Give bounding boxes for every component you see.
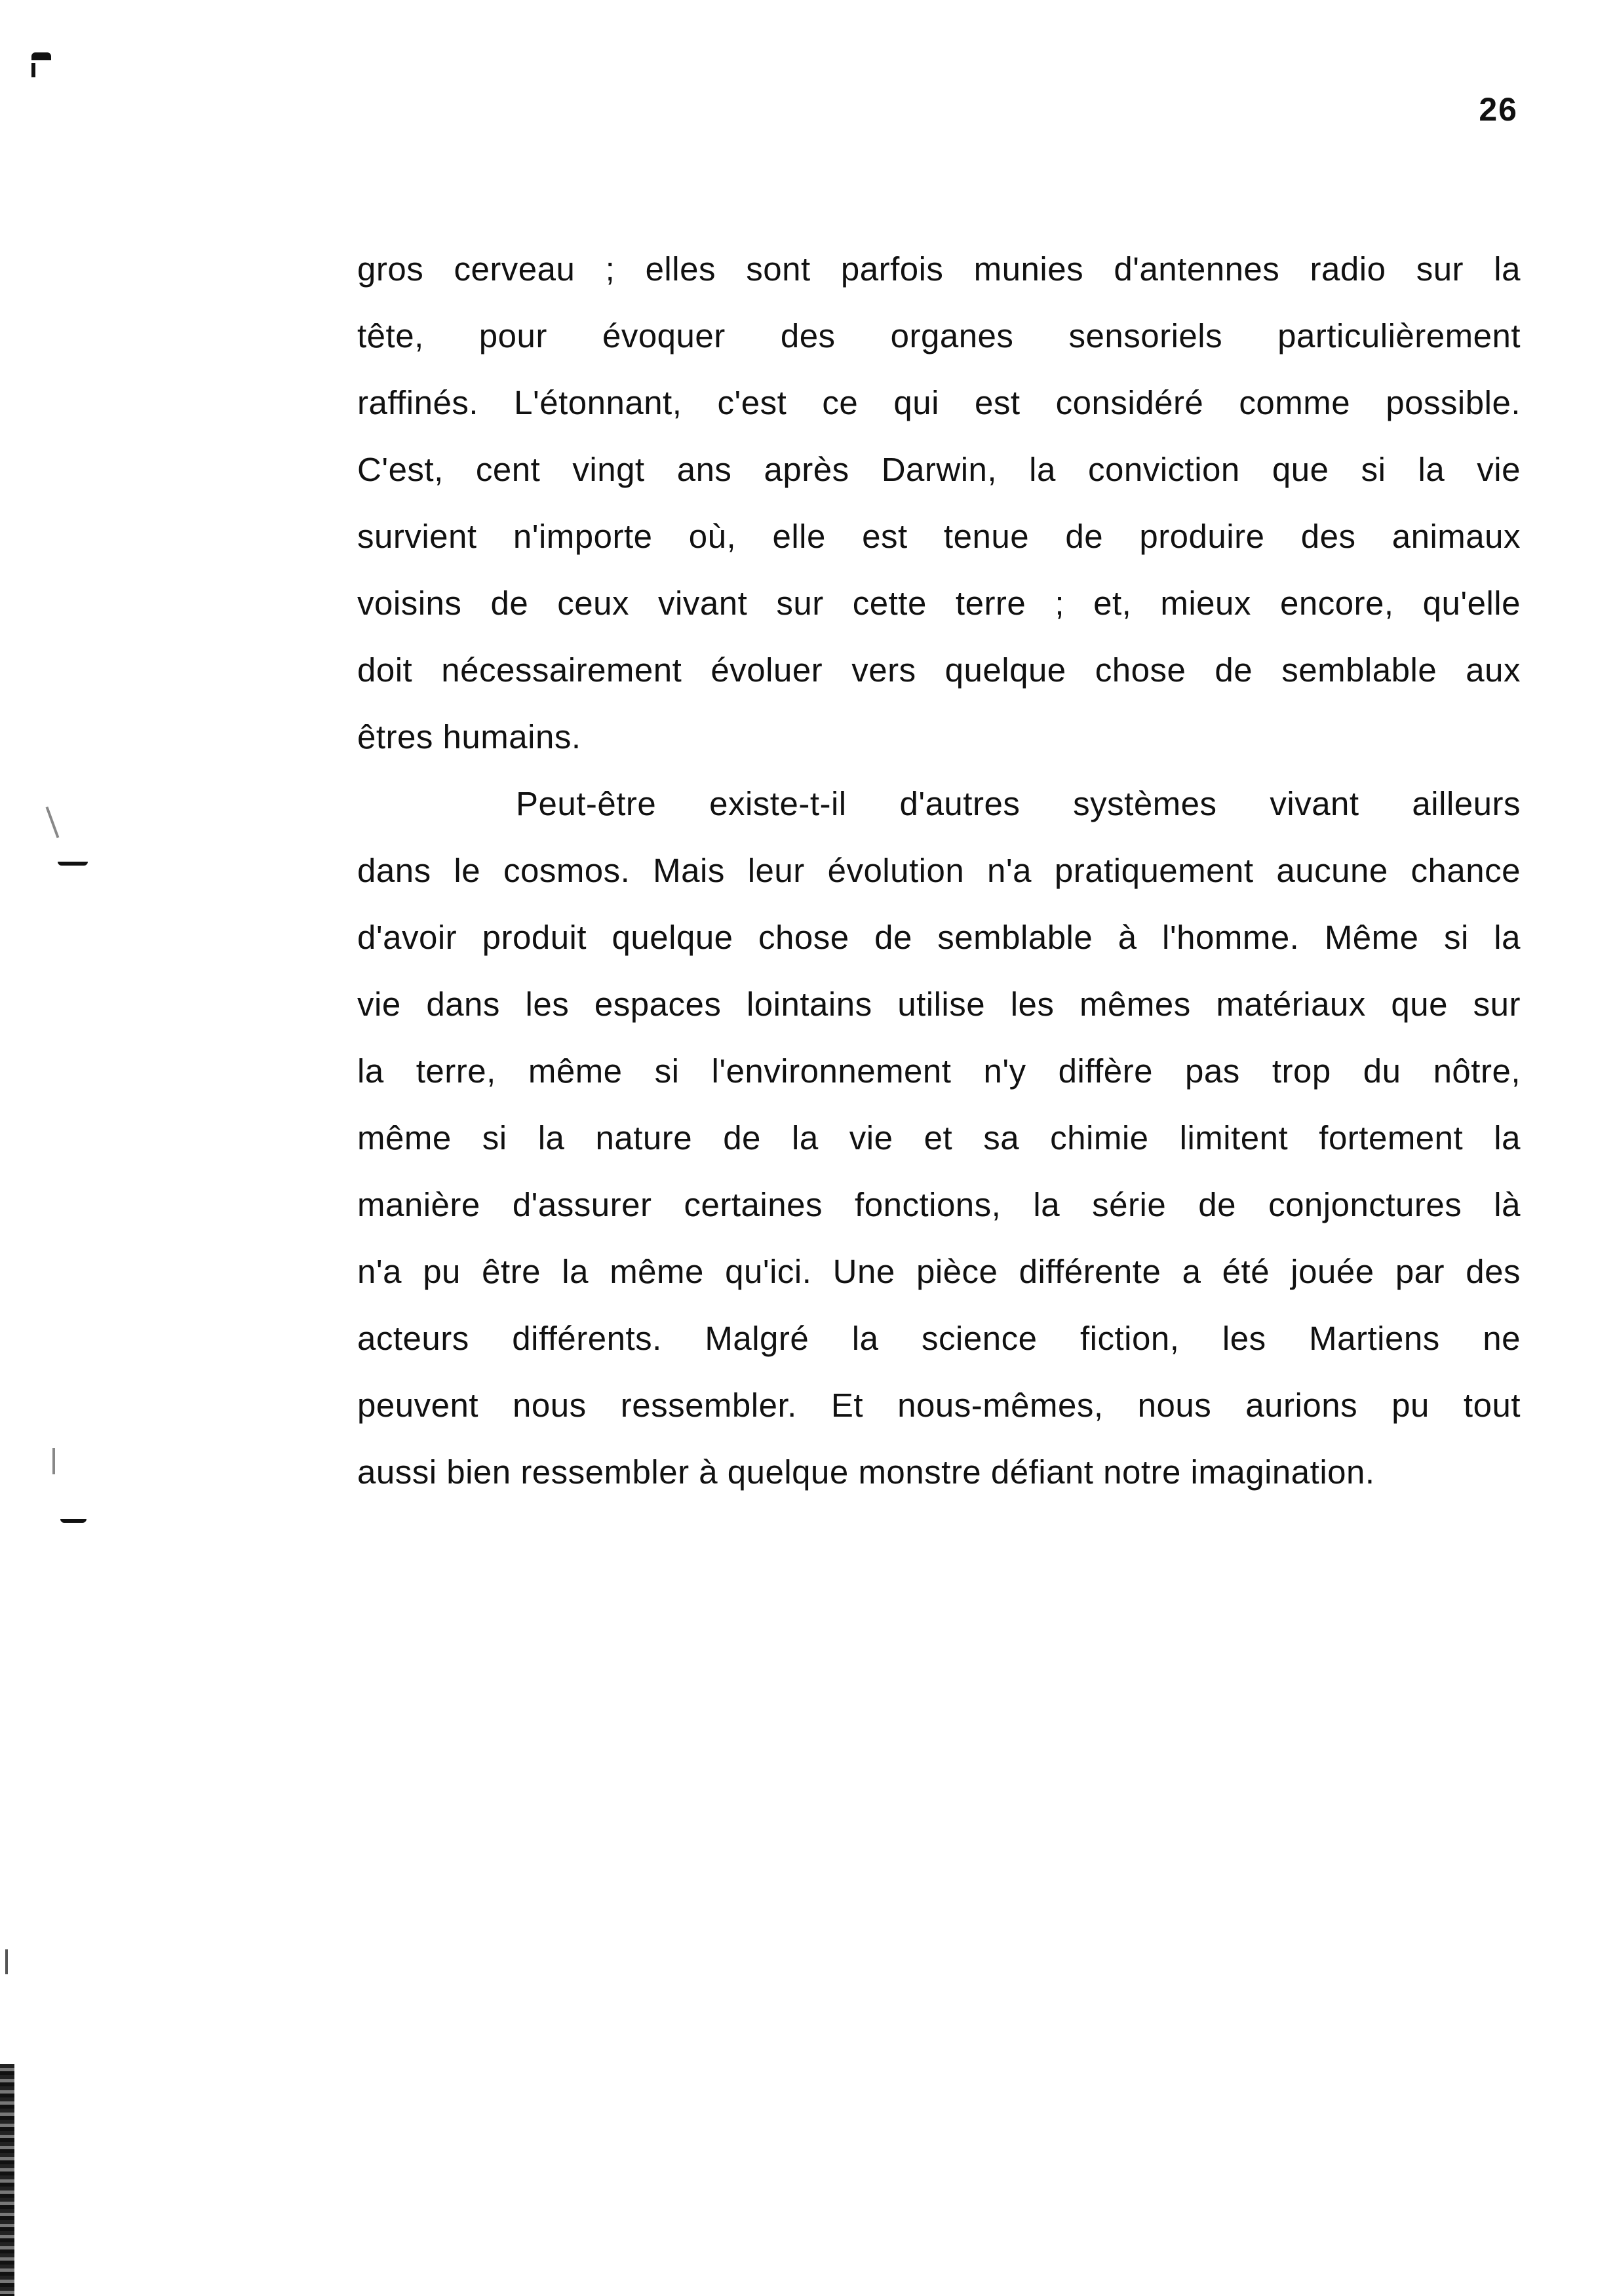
text-line: êtres humains.: [357, 718, 581, 756]
scan-artifact: [58, 862, 88, 866]
scan-artifact: [46, 807, 60, 838]
scan-artifact: [31, 63, 35, 77]
text-line: aussi bien ressembler à quelque monstre défiant notre imagination.: [357, 1453, 1375, 1491]
scan-artifact: [60, 1519, 87, 1523]
body-text: [357, 236, 1521, 1506]
text-line: Peut-être existe-t-il d'autres systèmes vivant ailleurs: [516, 785, 1521, 822]
page-number: 26: [1479, 91, 1518, 128]
scan-edge-artifact: [0, 2064, 14, 2296]
scan-artifact: [52, 1448, 55, 1474]
text-line: d'avoir produit quelque chose de semblable à l'homme. Même si la: [357, 919, 1521, 956]
paragraph: [357, 771, 1521, 1506]
text-line: même si la nature de la vie et sa chimie limitent fortement la: [357, 1119, 1521, 1157]
text-line: la terre, même si l'environnement n'y diffère pas trop du nôtre,: [357, 1052, 1521, 1090]
text-line: survient n'importe où, elle est tenue de produire des animaux: [357, 518, 1521, 555]
text-line: doit nécessairement évoluer vers quelque chose de semblable aux: [357, 651, 1521, 689]
text-line: gros cerveau ; elles sont parfois munies d'antennes radio sur la: [357, 250, 1521, 288]
text-line: manière d'assurer certaines fonctions, la série de conjonctures là: [357, 1186, 1521, 1223]
text-line: vie dans les espaces lointains utilise les mêmes matériaux que sur: [357, 985, 1521, 1023]
paragraph: [357, 236, 1521, 771]
text-line: tête, pour évoquer des organes sensoriels particulièrement: [357, 317, 1521, 354]
scan-artifact: [31, 52, 51, 60]
text-line: peuvent nous ressembler. Et nous-mêmes, nous aurions pu tout: [357, 1387, 1521, 1424]
text-line: dans le cosmos. Mais leur évolution n'a pratiquement aucune chance: [357, 852, 1521, 889]
text-line: voisins de ceux vivant sur cette terre ; et, mieux encore, qu'elle: [357, 584, 1521, 622]
text-line: C'est, cent vingt ans après Darwin, la conviction que si la vie: [357, 451, 1521, 488]
text-line: acteurs différents. Malgré la science fiction, les Martiens ne: [357, 1320, 1521, 1357]
text-line: raffinés. L'étonnant, c'est ce qui est considéré comme possible.: [357, 384, 1521, 421]
scan-artifact: [5, 1949, 8, 1974]
text-line: n'a pu être la même qu'ici. Une pièce différente a été jouée par des: [357, 1253, 1521, 1290]
